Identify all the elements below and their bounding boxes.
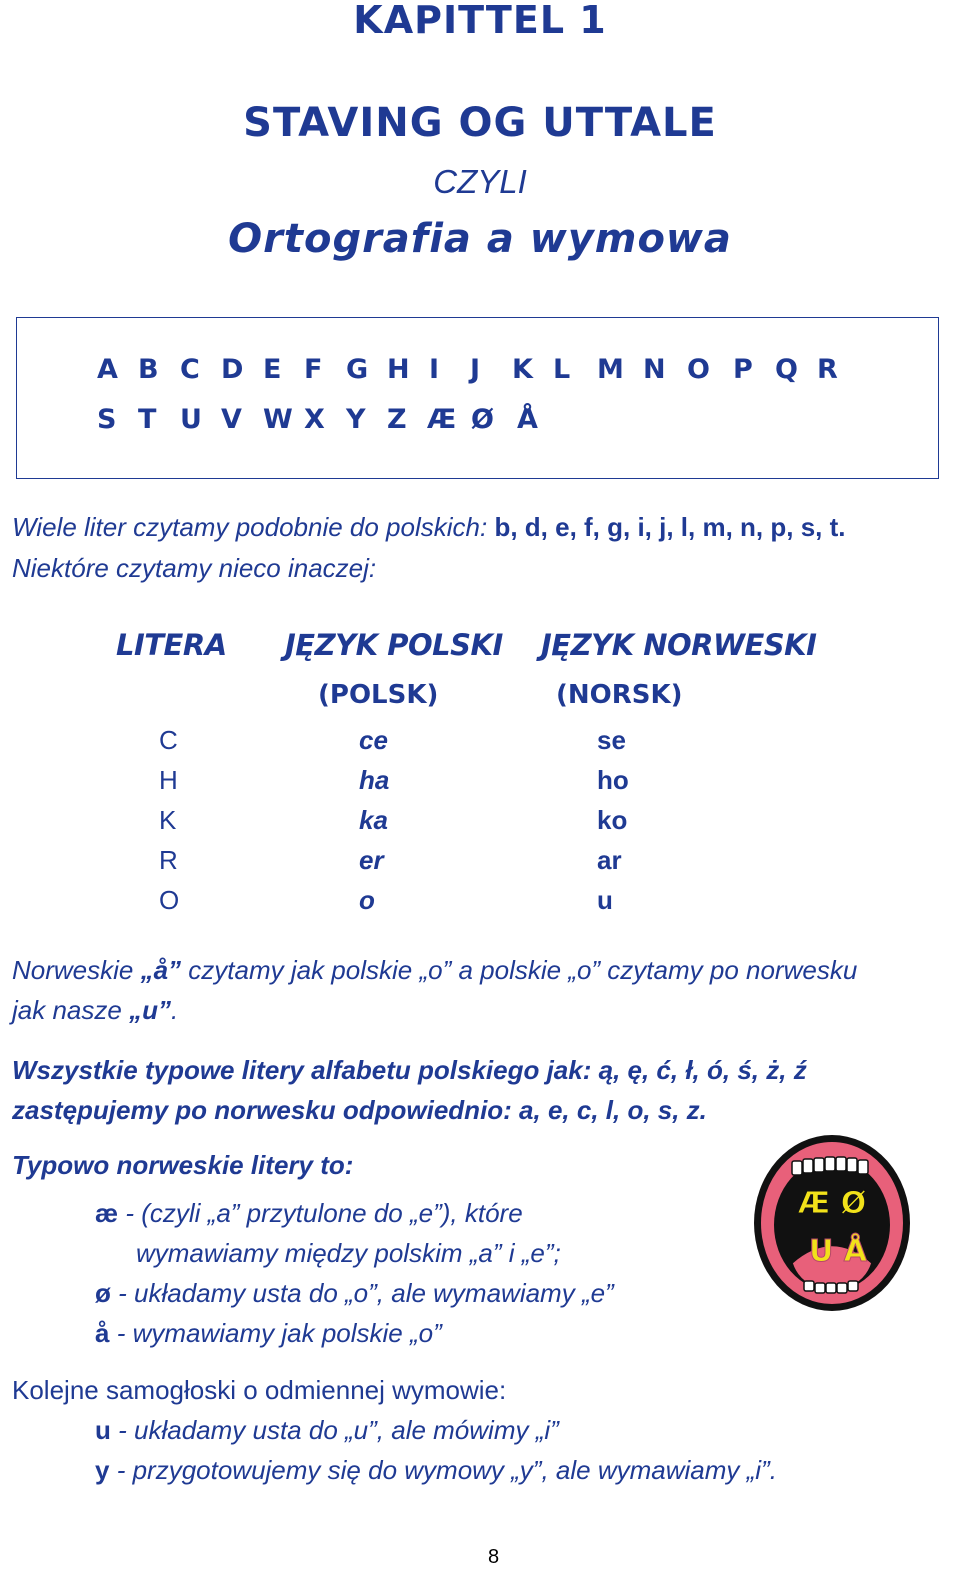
aa-letter: å <box>95 1318 110 1348</box>
row-letter: O <box>159 885 180 915</box>
alphabet-letter: J <box>470 354 481 385</box>
note-aa-line-2 <box>12 995 178 1026</box>
czyli-label: CZYLI <box>433 163 527 200</box>
oe-letter: ø <box>95 1278 111 1308</box>
note-aa-text: jak nasze <box>12 995 130 1025</box>
note-aa-text: Norweskie <box>12 955 141 985</box>
alphabet-letter: P <box>733 354 753 385</box>
row-norwegian: u <box>597 885 613 915</box>
alphabet-letter: Ø <box>471 404 494 435</box>
row-norwegian: ho <box>597 765 629 795</box>
y-letter: y <box>95 1455 110 1485</box>
intro-line-2: Niektóre czytamy nieco inaczej: <box>12 553 377 583</box>
alphabet-letter: L <box>553 354 571 385</box>
alphabet-letter: X <box>304 404 325 435</box>
mouth-bottom-letters: U Å <box>808 1234 868 1269</box>
row-polish: ha <box>359 765 390 795</box>
note-aa-letter: „å” <box>140 955 182 985</box>
row-norwegian: ar <box>597 845 622 875</box>
intro-lead: Wiele liter czytamy podobnie do polskich: <box>12 512 488 542</box>
vowels-heading: Kolejne samogłoski o odmiennej wymowie: <box>12 1375 507 1405</box>
mouth-illustration <box>752 1133 912 1313</box>
alphabet-letter: T <box>138 404 157 435</box>
alphabet-letter: M <box>597 354 624 385</box>
aa-text: - wymawiamy jak polskie „o” <box>109 1318 442 1348</box>
header-norwegian: JĘZYK NORWESKI <box>541 628 817 662</box>
alphabet-letter: A <box>97 354 118 385</box>
alphabet-letter: K <box>512 354 533 385</box>
alphabet-letter: C <box>180 354 200 385</box>
subheader-norsk: (NORSK) <box>556 680 683 710</box>
alphabet-letter: V <box>221 404 242 435</box>
u-letter: u <box>95 1415 111 1445</box>
note-aa-line-1 <box>12 955 857 986</box>
alphabet-letter: I <box>429 354 440 385</box>
row-polish: ce <box>359 725 388 755</box>
ae-text: - (czyli „a” przytulone do „e”), które <box>118 1198 523 1228</box>
norwegian-letters-heading: Typowo norweskie litery to: <box>12 1150 354 1180</box>
note-aa-letter: „u” <box>129 995 171 1025</box>
row-letter: H <box>159 765 178 795</box>
alphabet-letter: Q <box>775 354 798 385</box>
header-litera: LITERA <box>116 628 227 662</box>
alphabet-letter: W <box>263 404 293 435</box>
alphabet-letter: Y <box>346 404 366 435</box>
oe-text: - układamy usta do „o”, ale wymawiamy „e” <box>110 1278 614 1308</box>
alphabet-letter: R <box>817 354 838 385</box>
note-aa-text: . <box>170 995 179 1025</box>
oe-line <box>95 1278 614 1309</box>
note-aa-text: czytamy jak polskie „o” a polskie „o” czytamy po norwesku <box>181 955 858 985</box>
u-line <box>95 1415 559 1446</box>
header-polish: JĘZYK POLSKI <box>285 628 503 662</box>
alphabet-letter: U <box>180 404 202 435</box>
typical-line-2: zastępujemy po norwesku odpowiednio: a, e, c, l, o, s, z. <box>12 1095 707 1125</box>
alphabet-letter: H <box>387 354 410 385</box>
row-letter: R <box>159 845 178 875</box>
row-letter: C <box>159 725 178 755</box>
row-polish: o <box>359 885 375 915</box>
page-number: 8 <box>488 1546 500 1568</box>
intro-letters: b, d, e, f, g, i, j, l, m, n, p, s, t. <box>494 512 846 542</box>
alphabet-letter: Z <box>387 404 407 435</box>
row-norwegian: ko <box>597 805 628 835</box>
u-text: - układamy usta do „u”, ale mówimy „i” <box>110 1415 559 1445</box>
row-norwegian: se <box>597 725 626 755</box>
row-letter: K <box>159 805 177 835</box>
ae-letter: æ <box>95 1198 119 1228</box>
ae-line <box>95 1198 523 1229</box>
alphabet-letter: S <box>97 404 117 435</box>
alphabet-letter: B <box>138 354 159 385</box>
y-line <box>95 1455 777 1486</box>
alphabet-letter: D <box>221 354 244 385</box>
row-polish: ka <box>359 805 388 835</box>
alphabet-letter: Å <box>517 404 538 435</box>
alphabet-letter: Æ <box>427 404 457 435</box>
alphabet-letter: E <box>263 354 282 385</box>
alphabet-letter: N <box>643 354 666 385</box>
alphabet-letter: G <box>346 354 369 385</box>
ae-line-2: wymawiamy między polskim „a” i „e”; <box>136 1238 561 1268</box>
section-subtitle: Ortografia a wymowa <box>228 216 732 262</box>
mouth-top-letters: Æ Ø <box>797 1186 867 1221</box>
row-polish: er <box>359 845 384 875</box>
aa-line <box>95 1318 442 1349</box>
section-title: STAVING OG UTTALE <box>243 100 717 146</box>
y-text: - przygotowujemy się do wymowy „y”, ale wymawiamy „i”. <box>109 1455 777 1485</box>
alphabet-letter: F <box>304 354 323 385</box>
alphabet-box <box>16 317 939 479</box>
chapter-title: KAPITTEL 1 <box>353 0 607 42</box>
typical-line-1: Wszystkie typowe litery alfabetu polskiego jak: ą, ę, ć, ł, ó, ś, ż, ź <box>12 1055 807 1085</box>
alphabet-letter: O <box>687 354 710 385</box>
intro-line-1 <box>12 512 845 543</box>
subheader-polsk: (POLSK) <box>318 680 439 710</box>
